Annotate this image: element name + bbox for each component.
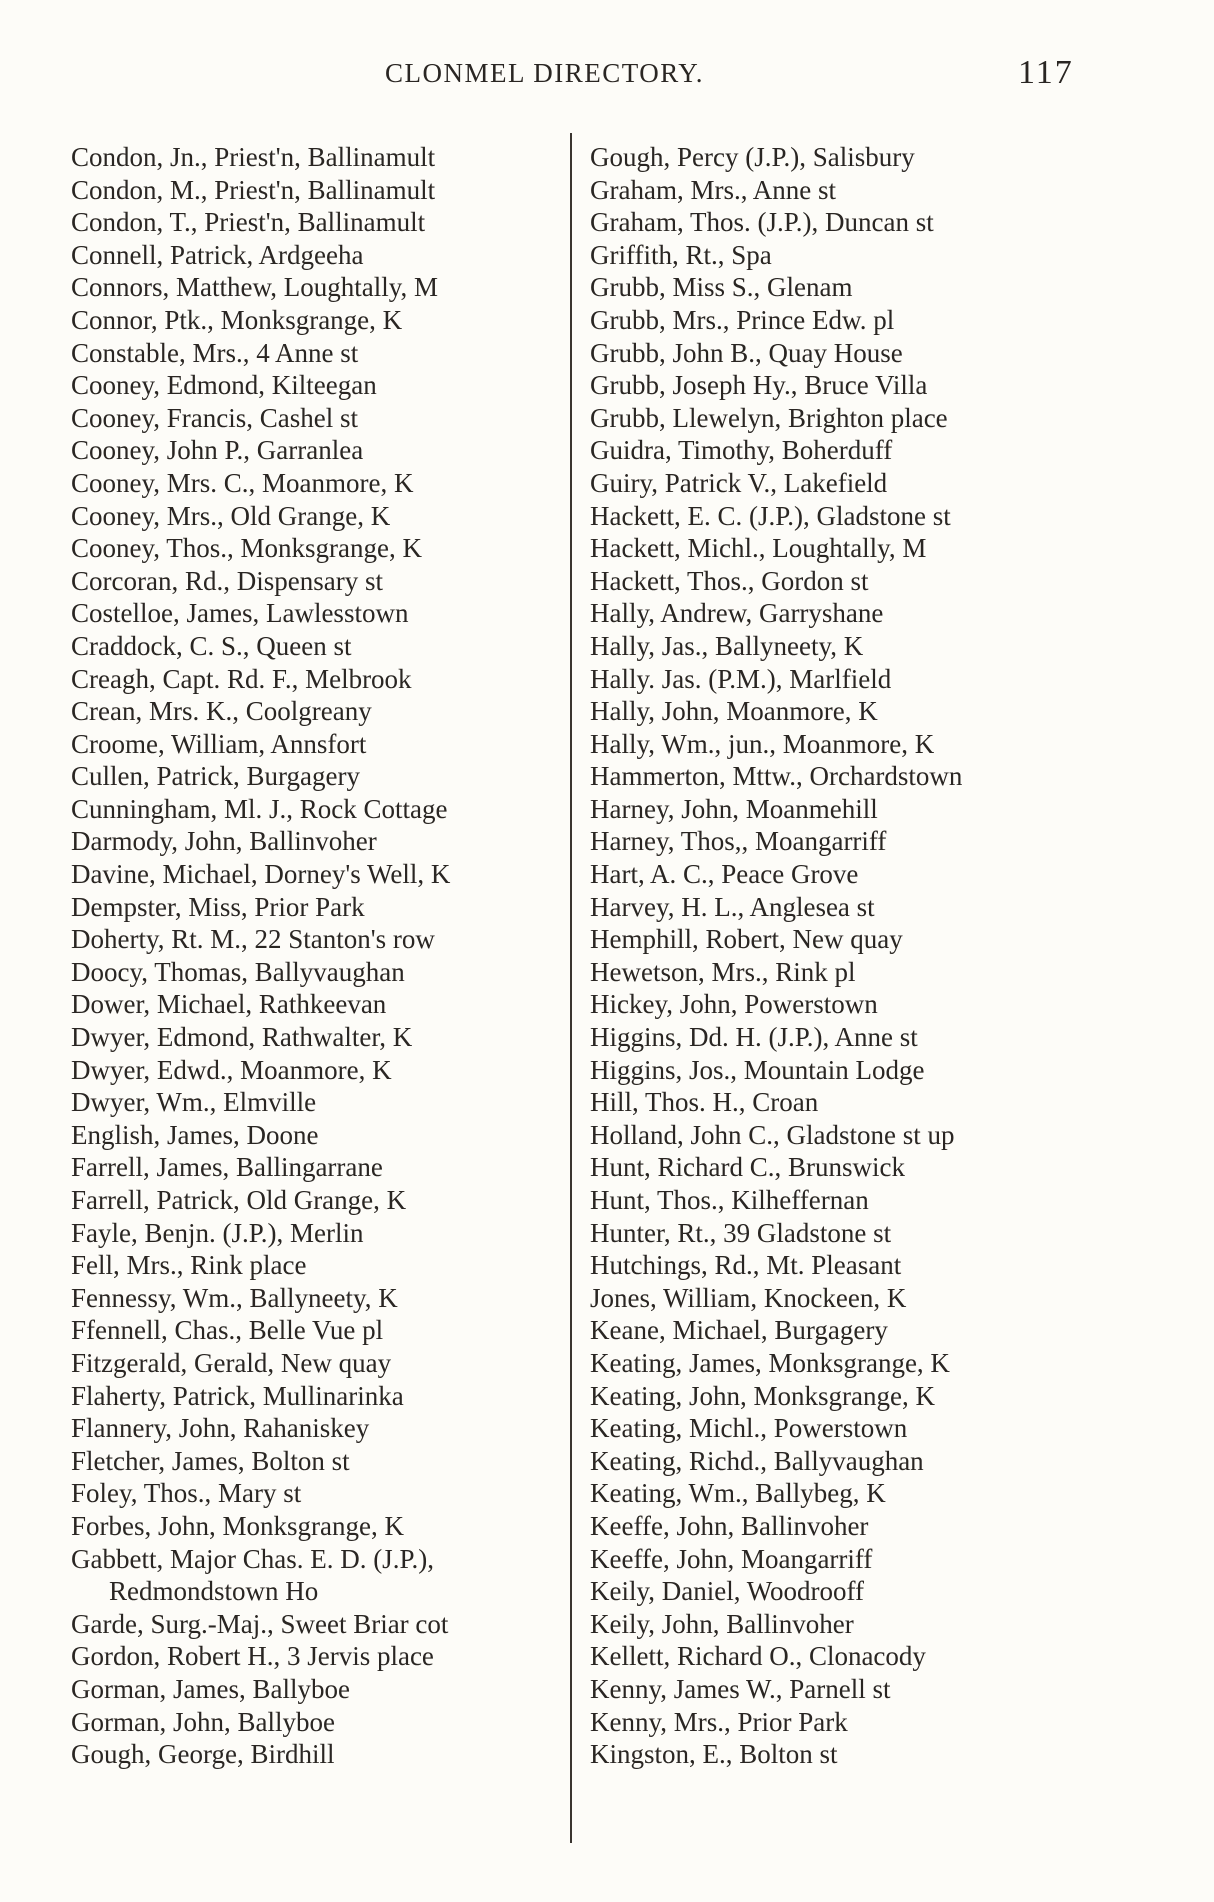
directory-entry: Dempster, Miss, Prior Park <box>71 891 365 922</box>
directory-entry: Connell, Patrick, Ardgeeha <box>71 239 364 270</box>
directory-entry: Higgins, Dd. H. (J.P.), Anne st <box>590 1022 918 1053</box>
directory-entry: Crean, Mrs. K., Coolgreany <box>71 696 372 727</box>
directory-entry: Davine, Michael, Dorney's Well, K <box>71 859 451 890</box>
directory-entry: Hammerton, Mttw., Orchardstown <box>590 761 963 792</box>
directory-entry: Cooney, Edmond, Kilteegan <box>71 370 377 401</box>
directory-entry: Cooney, Mrs. C., Moanmore, K <box>71 467 414 498</box>
directory-entry: Cooney, Thos., Monksgrange, K <box>71 533 422 564</box>
entry-continuation: Redmondstown Ho <box>109 1576 319 1607</box>
directory-entry: Harvey, H. L., Anglesea st <box>590 891 875 922</box>
directory-entry: Keeffe, John, Moangarriff <box>590 1543 873 1574</box>
page-number: 117 <box>1018 54 1074 91</box>
directory-entry: Croome, William, Annsfort <box>71 728 367 759</box>
directory-entry: Keeffe, John, Ballinvoher <box>590 1510 869 1541</box>
directory-entry: Costelloe, James, Lawlesstown <box>71 598 409 629</box>
directory-entry: Doherty, Rt. M., 22 Stanton's row <box>71 924 435 955</box>
directory-entry: Keating, Richd., Ballyvaughan <box>590 1445 924 1476</box>
directory-entry: Hackett, Michl., Loughtally, M <box>590 533 927 564</box>
directory-entry: Connor, Ptk., Monksgrange, K <box>71 304 403 335</box>
directory-entry: Keily, Daniel, Woodrooff <box>590 1576 865 1607</box>
directory-entry: Jones, William, Knockeen, K <box>590 1282 907 1313</box>
directory-entry: Darmody, John, Ballinvoher <box>71 826 377 857</box>
directory-entry: Farrell, James, Ballingarrane <box>71 1152 383 1183</box>
directory-entry: Foley, Thos., Mary st <box>71 1478 302 1509</box>
directory-entry: Cooney, Mrs., Old Grange, K <box>71 500 391 531</box>
directory-entry: Hally, Wm., jun., Moanmore, K <box>590 728 935 759</box>
directory-entry: Keating, Michl., Powerstown <box>590 1413 908 1444</box>
entry-line: Gabbett, Major Chas. E. D. (J.P.), <box>71 1543 434 1574</box>
directory-entry: Gordon, Robert H., 3 Jervis place <box>71 1641 434 1672</box>
directory-entry: Kingston, E., Bolton st <box>590 1739 838 1770</box>
directory-entry: Hewetson, Mrs., Rink pl <box>590 956 856 987</box>
directory-entry: Cunningham, Ml. J., Rock Cottage <box>71 793 448 824</box>
directory-entry: English, James, Doone <box>71 1119 319 1150</box>
directory-entry: Kenny, James W., Parnell st <box>590 1673 891 1704</box>
column-divider <box>570 133 572 1843</box>
directory-entry: Hackett, Thos., Gordon st <box>590 565 869 596</box>
left-column <box>71 141 561 1771</box>
directory-entry: Condon, T., Priest'n, Ballinamult <box>71 207 426 238</box>
directory-entry: Condon, Jn., Priest'n, Ballinamult <box>71 142 436 172</box>
directory-entry: Gorman, James, Ballyboe <box>71 1673 350 1704</box>
directory-entry: Cooney, John P., Garranlea <box>71 435 364 466</box>
page-title: CLONMEL DIRECTORY. <box>385 58 705 88</box>
directory-entry: Kellett, Richard O., Clonacody <box>590 1641 926 1672</box>
directory-entry: Grubb, Llewelyn, Brighton place <box>590 402 948 433</box>
directory-entry: Gough, Percy (J.P.), Salisbury <box>590 142 915 172</box>
directory-entry: Connors, Matthew, Loughtally, M <box>71 272 438 303</box>
directory-entry: Hunter, Rt., 39 Gladstone st <box>590 1217 892 1248</box>
directory-entry: Guidra, Timothy, Boherduff <box>590 435 893 466</box>
directory-entry: Keating, John, Monksgrange, K <box>590 1380 935 1411</box>
directory-entry <box>71 1543 561 1608</box>
directory-entry: Holland, John C., Gladstone st up <box>590 1119 955 1150</box>
directory-entry: Keating, James, Monksgrange, K <box>590 1347 950 1378</box>
directory-entry: Gough, George, Birdhill <box>71 1739 335 1770</box>
directory-entry: Harney, Thos,, Moangarriff <box>590 826 887 857</box>
directory-entry: Keating, Wm., Ballybeg, K <box>590 1478 886 1509</box>
directory-entry: Grubb, Mrs., Prince Edw. pl <box>590 304 895 335</box>
directory-entry: Condon, M., Priest'n, Ballinamult <box>71 174 436 205</box>
directory-entry: Craddock, C. S., Queen st <box>71 630 352 661</box>
directory-entry: Hill, Thos. H., Croan <box>590 1087 819 1118</box>
directory-entry: Grubb, Joseph Hy., Bruce Villa <box>590 370 928 401</box>
directory-entry: Griffith, Rt., Spa <box>590 239 772 270</box>
directory-entry: Fennessy, Wm., Ballyneety, K <box>71 1282 398 1313</box>
directory-entry: Hally, Jas., Ballyneety, K <box>590 630 864 661</box>
directory-entry: Hickey, John, Powerstown <box>590 989 878 1020</box>
directory-entry: Dwyer, Wm., Elmville <box>71 1087 317 1118</box>
directory-entry: Keily, John, Ballinvoher <box>590 1608 854 1639</box>
directory-entry: Doocy, Thomas, Ballyvaughan <box>71 956 405 987</box>
directory-entry: Garde, Surg.-Maj., Sweet Briar cot <box>71 1608 449 1639</box>
directory-entry: Fletcher, James, Bolton st <box>71 1445 350 1476</box>
directory-entry: Hunt, Thos., Kilheffernan <box>590 1185 869 1215</box>
directory-entry: Hutchings, Rd., Mt. Pleasant <box>590 1250 902 1281</box>
directory-entry: Harney, John, Moanmehill <box>590 793 878 824</box>
directory-entry: Hart, A. C., Peace Grove <box>590 859 859 890</box>
directory-entry: Farrell, Patrick, Old Grange, K <box>71 1185 407 1215</box>
directory-entry: Graham, Mrs., Anne st <box>590 174 836 205</box>
directory-entry: Hally, Andrew, Garryshane <box>590 598 884 629</box>
directory-entry: Fitzgerald, Gerald, New quay <box>71 1347 392 1378</box>
directory-entry: Hemphill, Robert, New quay <box>590 924 903 955</box>
directory-entry: Hackett, E. C. (J.P.), Gladstone st <box>590 500 951 531</box>
directory-entry: Dwyer, Edmond, Rathwalter, K <box>71 1022 413 1053</box>
directory-entry: Hunt, Richard C., Brunswick <box>590 1152 905 1183</box>
directory-entry: Gorman, John, Ballyboe <box>71 1706 335 1737</box>
directory-entry: Creagh, Capt. Rd. F., Melbrook <box>71 663 412 694</box>
directory-entry: Fayle, Benjn. (J.P.), Merlin <box>71 1217 364 1248</box>
directory-entry: Constable, Mrs., 4 Anne st <box>71 337 359 368</box>
directory-entry: Hally, John, Moanmore, K <box>590 696 878 727</box>
directory-entry: Higgins, Jos., Mountain Lodge <box>590 1054 925 1085</box>
directory-entry: Grubb, Miss S., Glenam <box>590 272 853 303</box>
directory-entry: Kenny, Mrs., Prior Park <box>590 1706 848 1737</box>
directory-entry: Flannery, John, Rahaniskey <box>71 1413 370 1444</box>
directory-entry: Ffennell, Chas., Belle Vue pl <box>71 1315 384 1346</box>
directory-entry: Hally. Jas. (P.M.), Marlfield <box>590 663 892 694</box>
directory-entry: Dower, Michael, Rathkeevan <box>71 989 387 1020</box>
directory-entry: Graham, Thos. (J.P.), Duncan st <box>590 207 934 238</box>
directory-entry: Forbes, John, Monksgrange, K <box>71 1510 404 1541</box>
directory-entry: Flaherty, Patrick, Mullinarinka <box>71 1380 404 1411</box>
right-column <box>590 141 1090 1771</box>
directory-entry: Dwyer, Edwd., Moanmore, K <box>71 1054 392 1085</box>
directory-entry: Cooney, Francis, Cashel st <box>71 402 358 433</box>
directory-entry: Cullen, Patrick, Burgagery <box>71 761 360 792</box>
directory-entry: Fell, Mrs., Rink place <box>71 1250 307 1281</box>
directory-entry: Keane, Michael, Burgagery <box>590 1315 888 1346</box>
directory-entry: Grubb, John B., Quay House <box>590 337 903 368</box>
running-head <box>0 54 1214 98</box>
directory-entry: Corcoran, Rd., Dispensary st <box>71 565 383 596</box>
directory-entry: Guiry, Patrick V., Lakefield <box>590 467 888 498</box>
